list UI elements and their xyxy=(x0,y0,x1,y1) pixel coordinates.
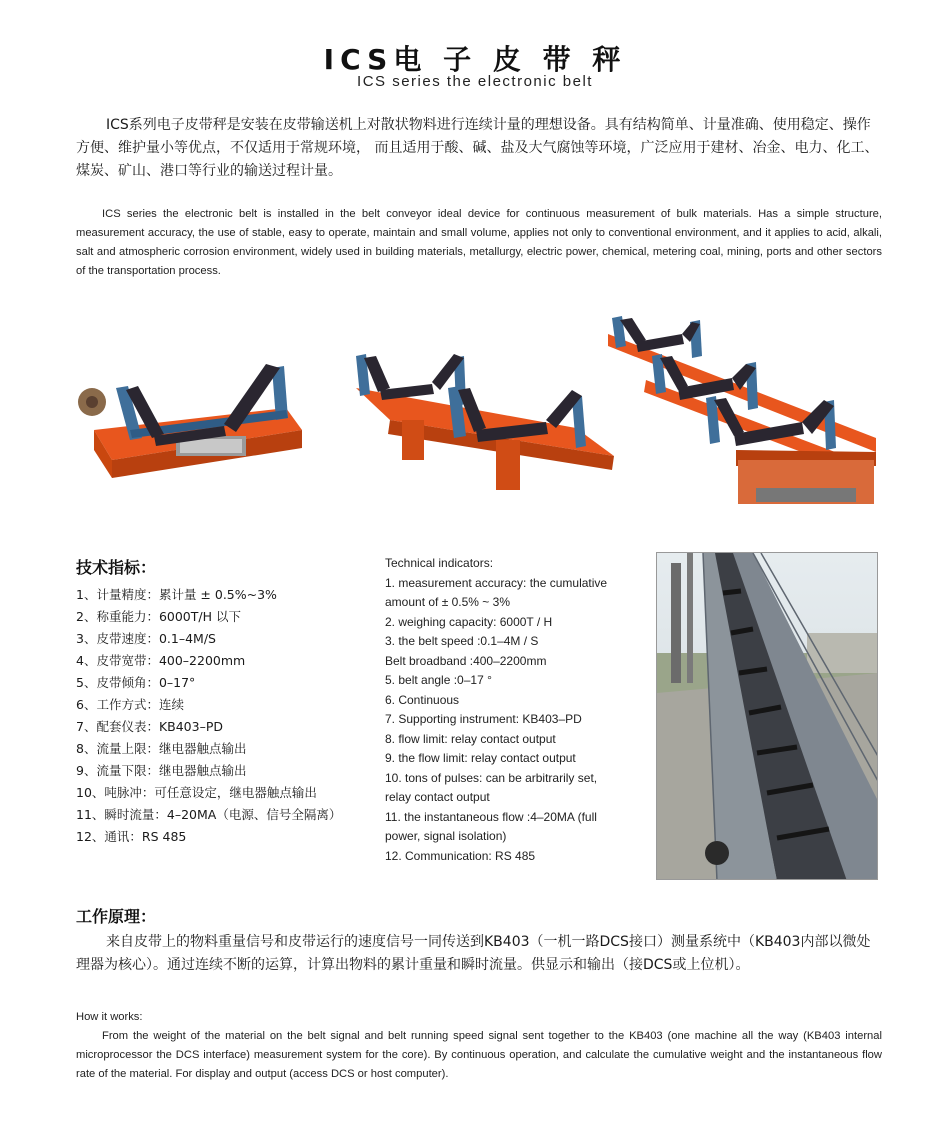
list-item: 11. the instantaneous flow :4–20MA (full power, signal isolation) xyxy=(385,809,597,843)
list-item: 7、配套仪表：KB403–PD xyxy=(76,719,223,734)
list-item: 3、皮带速度：0.1–4M/S xyxy=(76,631,216,646)
list-item: 9. the flow limit: relay contact output xyxy=(385,751,576,765)
section-heading-cn: 工作原理： xyxy=(76,907,157,926)
product-image-multi-idler xyxy=(606,310,882,510)
spec-list-cn xyxy=(76,584,376,848)
section-heading-cn: 技术指标： xyxy=(76,558,157,577)
how-it-works-cn xyxy=(76,904,882,977)
product-image-single-idler xyxy=(76,338,306,488)
intro-paragraph-cn: ICS系列电子皮带秤是安装在皮带输送机上对散状物料进行连续计量的理想设备。具有结构简单、计量准确、使用稳定、操作方便、维护量小等优点，不仅适用于常规环境， 而且适用于酸、碱、盐及大气腐蚀等环境，广泛应用于建材、冶金、电力、化工、煤炭、矿山、港口等行业的输送过程计量。 xyxy=(76,117,879,179)
list-item: 10、吨脉冲：可任意设定，继电器触点输出 xyxy=(76,785,317,800)
intro-paragraph-en: ICS series the electronic belt is installed in the belt conveyor ideal device for continuous measurement of bulk materials. Has a simple structure, measurement accuracy, the use of stable, easy to operate, maintain and small volume, applies not only to conventional environment, and it applies to acid, alkali, salt and atmospheric corrosion environment, widely used in building materials, metallurgy, electric power, chemical, metering coal, mining, ports and other sectors of the transportation process. xyxy=(76,208,882,277)
list-item: 2、称重能力：6000T/H 以下 xyxy=(76,609,241,624)
list-item: 6. Continuous xyxy=(385,692,460,707)
list-item: 3. the belt speed :0.1–4M / S xyxy=(385,634,539,648)
list-item: 7. Supporting instrument: KB403–PD xyxy=(385,712,582,726)
technical-indicators-cn xyxy=(76,555,376,848)
how-it-works-en xyxy=(76,1008,882,1084)
list-item: 6、工作方式：连续 xyxy=(76,697,184,712)
list-item: 2. weighing capacity: 6000T / H xyxy=(385,614,553,629)
list-item: 8. flow limit: relay contact output xyxy=(385,731,556,746)
list-item: 12、通讯：RS 485 xyxy=(76,829,187,844)
product-image-double-idler xyxy=(346,328,616,496)
page-subtitle: ICS series the electronic belt xyxy=(357,73,593,90)
list-item: 9、流量下限：继电器触点输出 xyxy=(76,763,247,778)
list-item: 4、皮带宽带：400–2200mm xyxy=(76,653,246,668)
conveyor-photo xyxy=(656,552,878,880)
list-item: 5. belt angle :0–17 ° xyxy=(385,673,492,687)
page-title: ICS电 子 皮 带 秤 xyxy=(323,43,627,76)
list-item: 1、计量精度：累计量 ± 0.5%~3% xyxy=(76,587,277,602)
list-item: 11、瞬时流量：4–20MA（电源、信号全隔离） xyxy=(76,807,342,822)
technical-indicators-en xyxy=(385,554,625,866)
list-item: 1. measurement accuracy: the cumulative amount of ± 0.5% ~ 3% xyxy=(385,575,608,609)
section-heading-en: Technical indicators: xyxy=(385,556,494,570)
section-heading-en: How it works: xyxy=(76,1011,143,1023)
list-item: 8、流量上限：继电器触点输出 xyxy=(76,741,247,756)
how-it-works-body-en: From the weight of the material on the belt signal and belt running speed signal sent together to the KB403 (one machine all the way (KB403 internal microprocessor the DCS interface) measurement system for the core). By continuous operation, and calculate the cumulative weight and the instantaneous flow rate of the material. For display and output (access DCS or host computer). xyxy=(76,1030,882,1080)
spec-list-en xyxy=(385,574,625,867)
list-item: 10. tons of pulses: can be arbitrarily set, relay contact output xyxy=(385,770,598,804)
list-item: 5、皮带倾角：0–17° xyxy=(76,675,196,690)
list-item: 12. Communication: RS 485 xyxy=(385,848,536,863)
list-item: Belt broadband :400–2200mm xyxy=(385,653,547,668)
how-it-works-body-cn: 来自皮带上的物料重量信号和皮带运行的速度信号一同传送到KB403（一机一路DCS接口）测量系统中（KB403内部以微处理器为核心）。通过连续不断的运算，计算出物料的累计重量和瞬时流量。供显示和输出（接DCS或上位机）。 xyxy=(76,934,871,973)
